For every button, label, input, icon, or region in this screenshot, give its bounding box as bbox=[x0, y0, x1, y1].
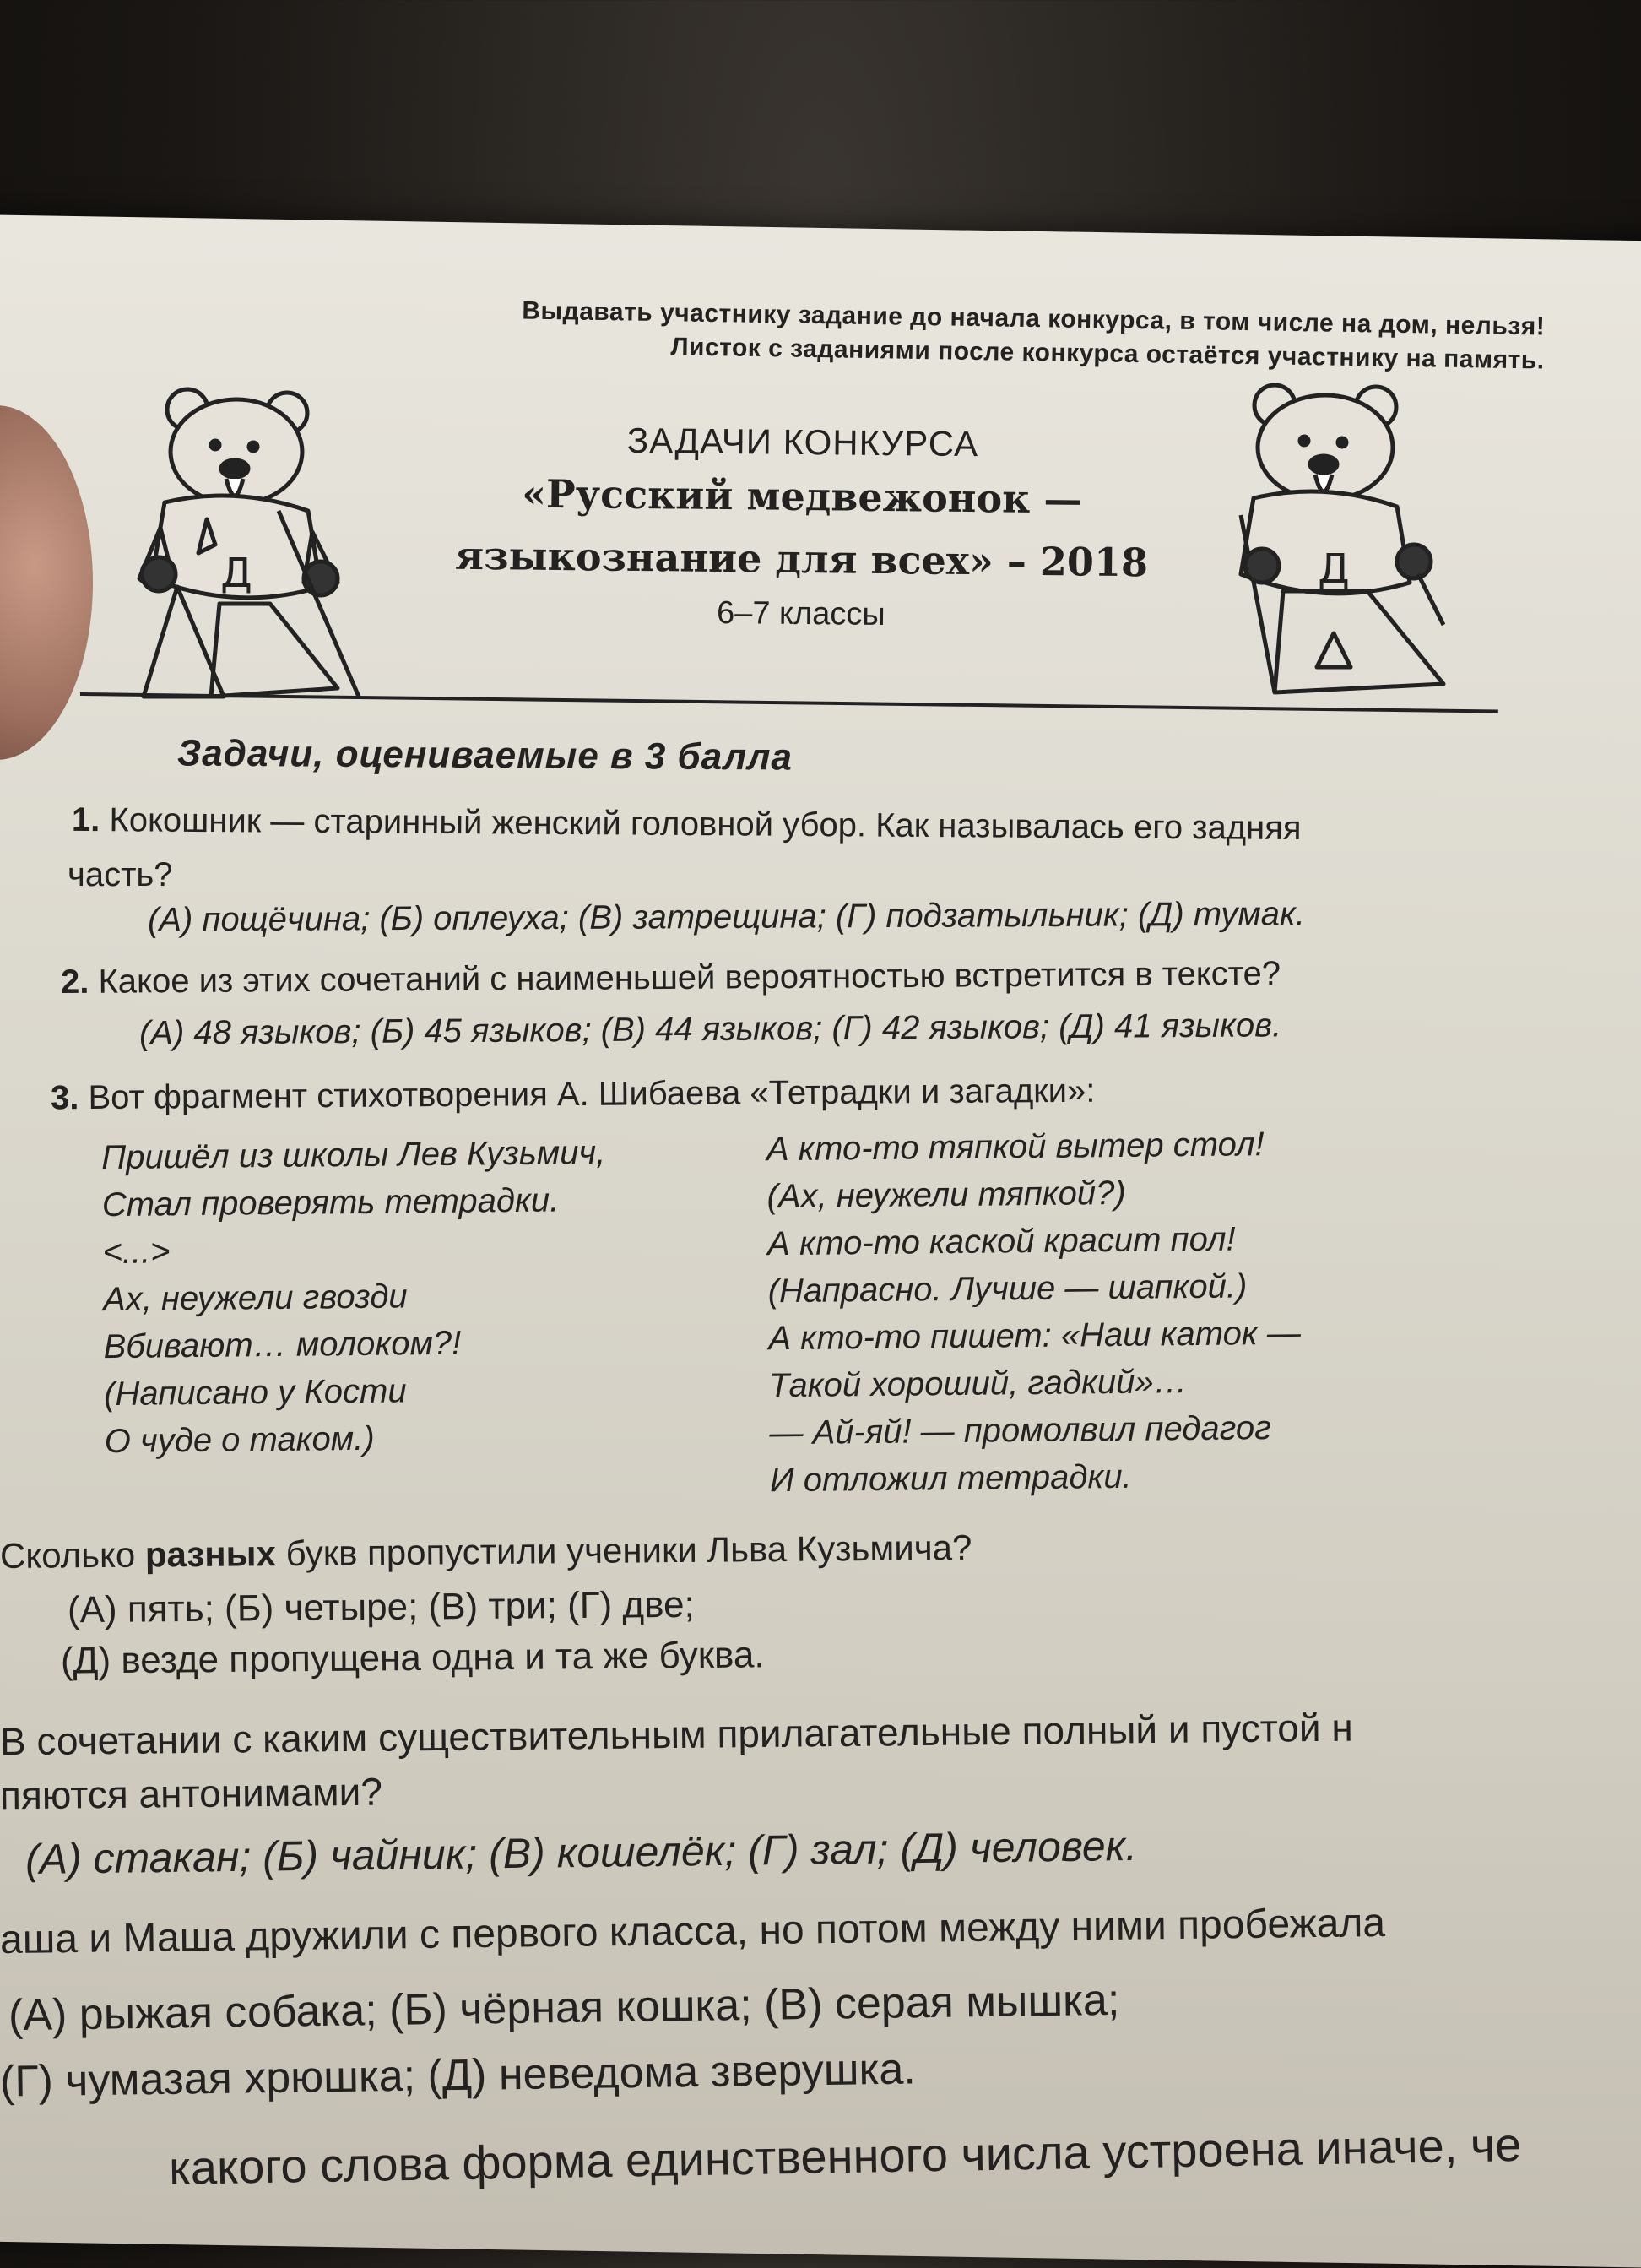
poem-left-line: Вбивают… молоком?! bbox=[103, 1324, 462, 1366]
poem-left-line: Ах, неужели гвозди bbox=[102, 1278, 408, 1319]
q4-options: (А) стакан; (Б) чайник; (В) кошелёк; (Г) зал; (Д) человек. bbox=[24, 1821, 1138, 1884]
contest-title: ЗАДАЧИ КОНКУРСА bbox=[626, 420, 979, 464]
poem-right-line: (Напрасно. Лучше — шапкой.) bbox=[767, 1267, 1248, 1310]
bear-right-letter: Д bbox=[1318, 545, 1350, 593]
bear-left-icon bbox=[127, 384, 380, 705]
poem-left-line: О чуде о таком.) bbox=[104, 1419, 375, 1461]
q1-text-line-2: часть? bbox=[68, 856, 173, 893]
poem-left-line: Стал проверять тетрадки. bbox=[101, 1181, 560, 1224]
q3-text-line bbox=[51, 1069, 1096, 1120]
contest-name-line-2: языкознание для всех» – 2018 bbox=[454, 532, 1149, 586]
poem-right-line: И отложил тетрадки. bbox=[769, 1457, 1132, 1500]
poem-left-column bbox=[101, 1129, 609, 1465]
poem-right-line: А кто-то тяпкой вытер стол! bbox=[766, 1126, 1265, 1169]
q3-options-line-1: (А) пять; (Б) четыре; (В) три; (Г) две; bbox=[67, 1583, 695, 1631]
contest-header bbox=[371, 418, 1234, 638]
q3-question bbox=[0, 1526, 972, 1578]
q2-number: 2. bbox=[60, 963, 89, 1001]
q1-text-line-1 bbox=[72, 798, 1302, 850]
bear-right-icon bbox=[1207, 380, 1477, 701]
poem-right-line: А кто-то каской красит пол! bbox=[766, 1220, 1236, 1263]
q5-options-line-2: (Г) чумазая хрюшка; (Д) неведома зверушка. bbox=[0, 2044, 917, 2107]
poem-right-column bbox=[766, 1120, 1303, 1505]
q6-text-partial: какого слова форма единственного числа устроена иначе, че bbox=[168, 2118, 1522, 2195]
bear-left-letter: Д bbox=[220, 550, 252, 597]
q1-options: (А) пощёчина; (Б) оплеуха; (В) затрещина; (Г) подзатыльник; (Д) тумак. bbox=[147, 895, 1306, 939]
q1-text: Кокошник — старинный женский головной убор. Как называлась его задняя bbox=[109, 801, 1302, 848]
q5-options-line-1: (А) рыжая собака; (Б) чёрная кошка; (В) серая мышка; bbox=[8, 1975, 1120, 2041]
poem-left-line: Пришёл из школы Лев Кузьмич, bbox=[101, 1133, 606, 1177]
poem-right-line: (Ах, неужели тяпкой?) bbox=[766, 1174, 1126, 1216]
poem-right-line: — Ай-яй! — промолвил педагог bbox=[769, 1409, 1272, 1452]
q3-question-post: букв пропустили ученики Льва Кузьмича? bbox=[275, 1527, 972, 1574]
poem-right-line: А кто-то пишет: «Наш каток — bbox=[768, 1314, 1302, 1358]
q3-options-line-2: (Д) везде пропущена одна и та же буква. bbox=[60, 1634, 765, 1682]
q2-text-line bbox=[61, 952, 1281, 1004]
q3-question-bold: разных bbox=[144, 1533, 277, 1575]
q5-text: аша и Маша дружили с первого класса, но потом между ними пробежала bbox=[0, 1900, 1386, 1963]
notice bbox=[193, 289, 1545, 377]
section-title: Задачи, оцениваемые в 3 балла bbox=[176, 732, 793, 779]
q3-number: 3. bbox=[50, 1079, 79, 1117]
notice-line-2: Листок с заданиями после конкурса остаётся участнику на память. bbox=[670, 333, 1545, 375]
poem-right-line: Такой хороший, гадкий»… bbox=[768, 1363, 1188, 1405]
q2-text: Какое из этих сочетаний с наименьшей вероятностью встретится в тексте? bbox=[98, 954, 1281, 1001]
contest-name-line-1: «Русский медвежонок — bbox=[522, 470, 1083, 523]
q1-number: 1. bbox=[71, 800, 100, 839]
poem-left-line: (Написано у Кости bbox=[103, 1372, 407, 1413]
q4-text-line-1: В сочетании с каким существительным прилагательные полный и пустой н bbox=[0, 1705, 1353, 1764]
q2-options: (А) 48 языков; (Б) 45 языков; (В) 44 языков; (Г) 42 языков; (Д) 41 языков. bbox=[138, 1006, 1282, 1052]
notice-line-1: Выдавать участнику задание до начала конкурса, в том числе на дом, нельзя! bbox=[522, 296, 1546, 341]
contest-grades: 6–7 классы bbox=[716, 594, 885, 633]
q3-question-pre: Сколько bbox=[0, 1534, 146, 1576]
poem-left-line: <...> bbox=[102, 1233, 171, 1272]
q4-text-line-2: пяются антонимами? bbox=[0, 1769, 383, 1818]
q3-text: Вот фрагмент стихотворения А. Шибаева «Тетрадки и загадки»: bbox=[88, 1072, 1096, 1117]
